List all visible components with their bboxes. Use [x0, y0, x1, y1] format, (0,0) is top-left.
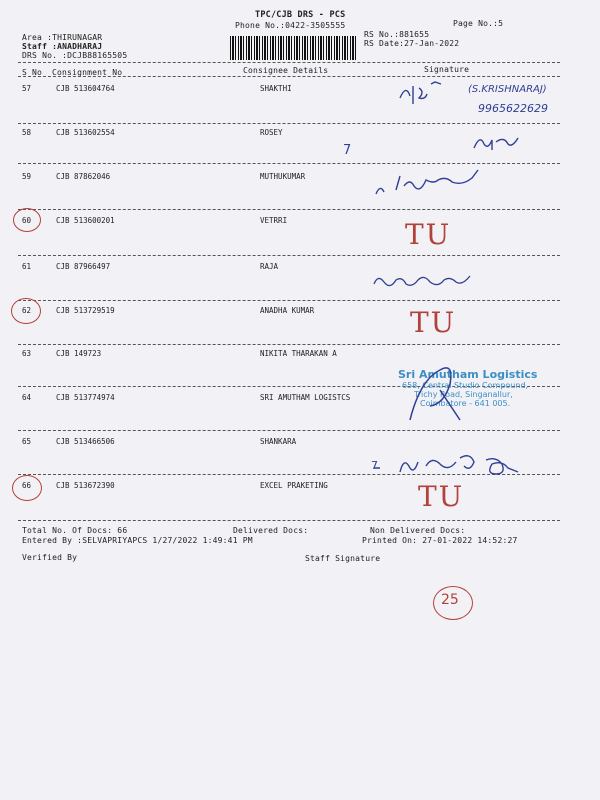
- row-sno: 64: [22, 393, 32, 402]
- column-header-sno: S No: [22, 68, 43, 77]
- rs-number: RS No.:881655: [364, 30, 430, 39]
- table-row: [0, 262, 600, 276]
- row-sno: 65: [22, 437, 32, 446]
- row-consignee: VETRRI: [260, 216, 288, 225]
- page-number: Page No.:5: [453, 19, 504, 28]
- row-consignment: CJB 513729519: [56, 306, 115, 315]
- row-consignment: CJB 513774974: [56, 393, 115, 402]
- total-docs: Total No. Of Docs: 66: [22, 526, 128, 535]
- drs-number: DRS No. :DCJB88165505: [22, 51, 128, 60]
- row-sno: 66: [22, 481, 32, 490]
- row-sno: 59: [22, 172, 32, 181]
- handwritten-name: (S.KRISHNARAJ): [468, 84, 547, 95]
- row-divider: [18, 163, 560, 164]
- rs-date: RS Date:27-Jan-2022: [364, 39, 460, 48]
- entered-by: Entered By :SELVAPRIYAPCS 1/27/2022 1:49:41 PM: [22, 536, 253, 545]
- row-consignee: RAJA: [260, 262, 279, 271]
- row-consignee: ROSEY: [260, 128, 283, 137]
- staff-signature-label: Staff Signature: [305, 554, 381, 563]
- row-consignment: CJB 513602554: [56, 128, 115, 137]
- column-header-signature: Signature: [424, 65, 470, 74]
- stamp-company-name: Sri Amutham Logistics: [398, 368, 538, 381]
- staff-label: Staff :ANADHARAJ: [22, 42, 103, 51]
- red-circle-mark: [11, 298, 41, 324]
- handwritten-tu-mark: TU: [410, 306, 457, 339]
- phone-number: Phone No.:0422-3505555: [235, 21, 346, 30]
- handwritten-signature: [370, 168, 520, 202]
- row-sno: 61: [22, 262, 32, 271]
- row-consignment: CJB 513672390: [56, 481, 115, 490]
- handwritten-signature: [470, 130, 530, 154]
- handwritten-mark: 7: [371, 459, 378, 472]
- row-consignment: CJB 87862046: [56, 172, 111, 181]
- row-sno: 63: [22, 349, 32, 358]
- row-consignment: CJB 87966497: [56, 262, 111, 271]
- delivered-docs: Delivered Docs:: [233, 526, 309, 535]
- red-circle-mark: [13, 208, 41, 232]
- row-divider: [18, 430, 560, 431]
- red-circle-mark: [12, 475, 42, 501]
- row-consignee: SRI AMUTHAM LOGISTCS: [260, 393, 351, 402]
- stamp-address-line: Trichy Road, Singanallur,: [414, 390, 513, 399]
- printed-on: Printed On: 27-01-2022 14:52:27: [362, 536, 518, 545]
- handwritten-signature: [370, 270, 500, 296]
- row-divider: [18, 520, 560, 521]
- barcode: [230, 36, 358, 60]
- column-header-consignment: Consignment No: [52, 68, 123, 77]
- row-divider: [18, 344, 560, 345]
- row-consignment: CJB 513600201: [56, 216, 115, 225]
- stamp-address-line: Coimbatore - 641 005.: [420, 399, 511, 408]
- table-row: [0, 216, 600, 230]
- row-consignee: MUTHUKUMAR: [260, 172, 306, 181]
- row-sno: 57: [22, 84, 32, 93]
- non-delivered-docs: Non Delivered Docs:: [370, 526, 466, 535]
- row-sno: 60: [22, 216, 32, 225]
- row-consignee: EXCEL PRAKETING: [260, 481, 328, 490]
- handwritten-phone: 9965622629: [478, 102, 548, 115]
- row-consignee: NIKITA THARAKAN A: [260, 349, 337, 358]
- header-divider: [18, 62, 560, 63]
- area-label: Area :THIRUNAGAR: [22, 33, 103, 42]
- row-consignee: ANADHA KUMAR: [260, 306, 315, 315]
- row-divider: [18, 123, 560, 124]
- handwritten-tu-mark: TU: [418, 480, 465, 513]
- table-row: [0, 349, 600, 363]
- row-sno: 62: [22, 306, 32, 315]
- page-count-number: 25: [441, 592, 459, 608]
- row-divider: [18, 209, 560, 210]
- verified-by: Verified By: [22, 553, 78, 562]
- row-consignee: SHAKTHI: [260, 84, 292, 93]
- row-sno: 58: [22, 128, 32, 137]
- row-consignment: CJB 149723: [56, 349, 102, 358]
- stamp-address-line: 658, Central Studio Compound,: [402, 381, 529, 390]
- row-consignment: CJB 513604764: [56, 84, 115, 93]
- row-divider: [18, 255, 560, 256]
- row-divider: [18, 300, 560, 301]
- table-row: [0, 306, 600, 320]
- column-header-consignee: Consignee Details: [243, 66, 329, 75]
- row-consignee: SHANKARA: [260, 437, 297, 446]
- handwritten-signature: [370, 448, 550, 484]
- handwritten-mark: 7: [343, 143, 352, 158]
- document-title: TPC/CJB DRS - PCS: [255, 10, 346, 20]
- row-consignment: CJB 513466506: [56, 437, 115, 446]
- handwritten-tu-mark: TU: [405, 218, 452, 251]
- stamp-signature: [400, 350, 490, 430]
